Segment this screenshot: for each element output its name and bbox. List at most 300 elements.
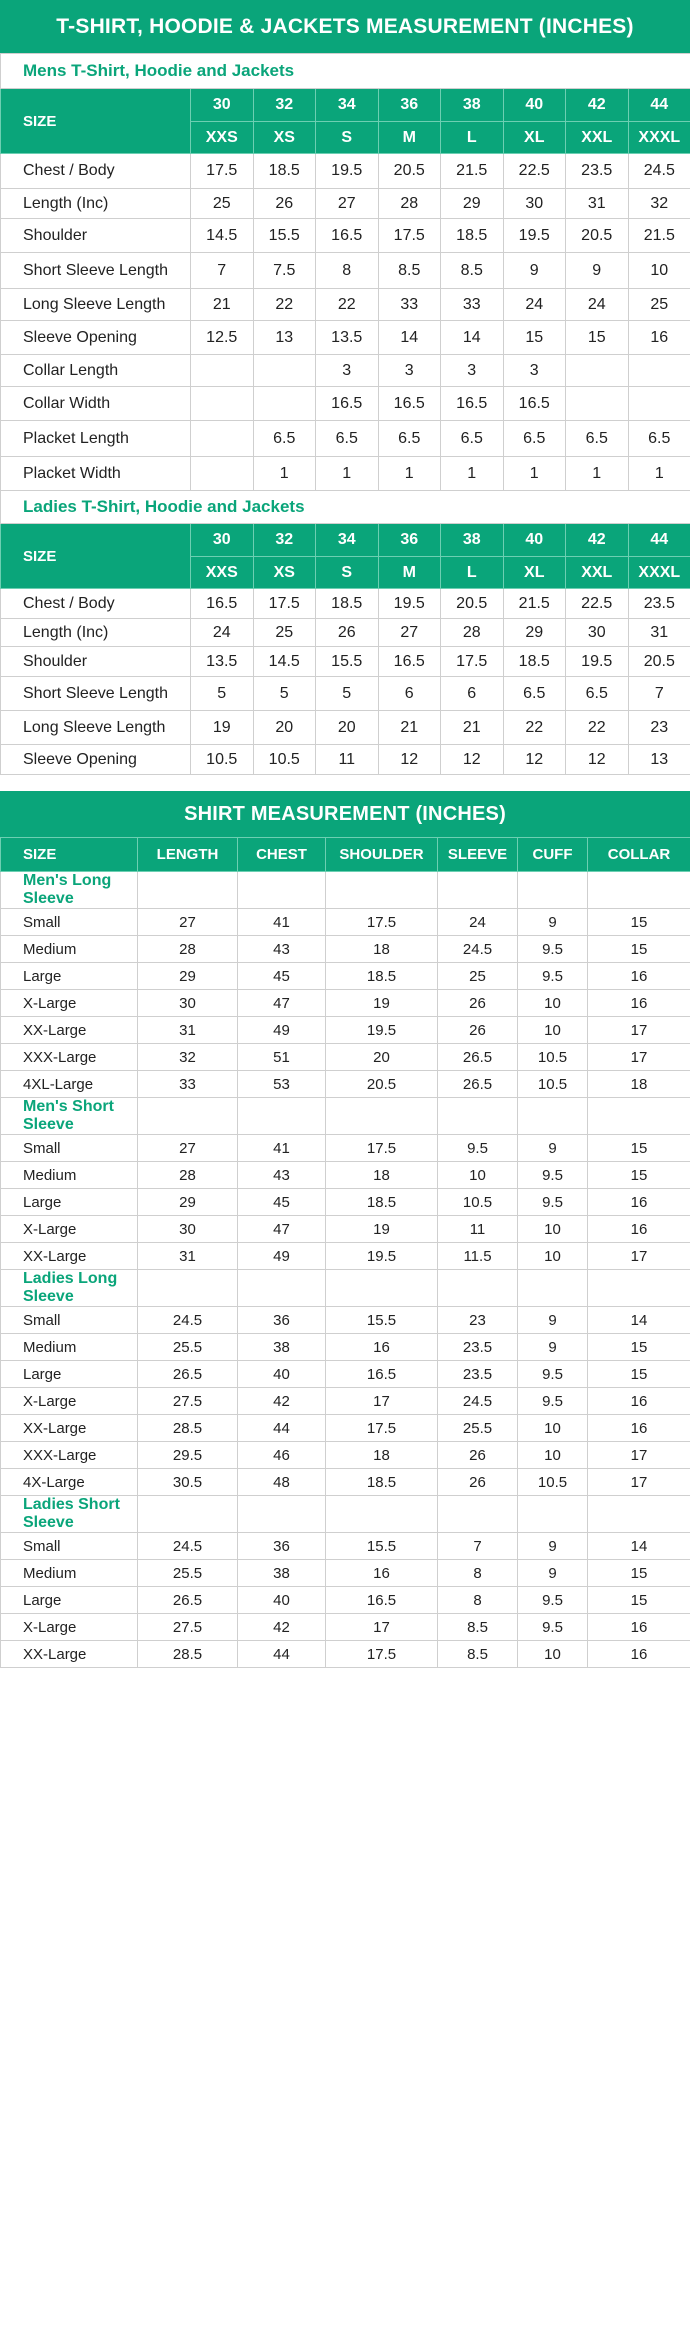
empty-cell xyxy=(588,1098,690,1135)
shirt-group-heading-row xyxy=(1,1496,690,1533)
measure-value: 32 xyxy=(628,189,690,219)
measure-value: 9.5 xyxy=(518,1189,588,1216)
measure-value: 7 xyxy=(628,677,690,711)
size-number: 42 xyxy=(566,524,629,557)
measure-value: 6.5 xyxy=(566,677,629,711)
measure-value: 14 xyxy=(441,321,504,355)
measure-value: 22 xyxy=(503,711,566,745)
table-row xyxy=(1,189,690,219)
measure-value: 25.5 xyxy=(138,1560,238,1587)
size-code: XS xyxy=(253,557,316,589)
measure-value: 10.5 xyxy=(438,1189,518,1216)
empty-cell xyxy=(518,1098,588,1135)
measure-value: 9 xyxy=(503,253,566,289)
measure-value: 42 xyxy=(238,1614,326,1641)
table-row xyxy=(1,253,690,289)
size-name: Medium xyxy=(1,936,138,963)
measure-value: 28.5 xyxy=(138,1641,238,1668)
measure-value: 18 xyxy=(588,1071,690,1098)
measure-value: 26.5 xyxy=(138,1361,238,1388)
column-header: SHOULDER xyxy=(326,838,438,872)
table-row xyxy=(1,1216,690,1243)
ladies-heading: Ladies T-Shirt, Hoodie and Jackets xyxy=(1,491,690,524)
measure-value: 18.5 xyxy=(326,1189,438,1216)
measure-value xyxy=(566,387,629,421)
empty-cell xyxy=(518,1496,588,1533)
measure-value: 1 xyxy=(378,457,441,491)
size-number: 38 xyxy=(441,89,504,122)
table-row xyxy=(1,1614,690,1641)
measure-value: 20.5 xyxy=(378,154,441,189)
measure-value: 26 xyxy=(438,990,518,1017)
measure-value: 17.5 xyxy=(253,589,316,619)
measure-value xyxy=(253,387,316,421)
size-code: XXXL xyxy=(628,557,690,589)
measure-value: 31 xyxy=(628,619,690,647)
size-name: X-Large xyxy=(1,1388,138,1415)
size-name: Large xyxy=(1,1361,138,1388)
column-header: SIZE xyxy=(1,838,138,872)
measure-value: 23.5 xyxy=(438,1334,518,1361)
size-name: Large xyxy=(1,963,138,990)
measure-label: Chest / Body xyxy=(1,154,191,189)
measure-value: 33 xyxy=(138,1071,238,1098)
table-row xyxy=(1,1533,690,1560)
measure-value: 6.5 xyxy=(253,421,316,457)
measure-value: 8 xyxy=(316,253,379,289)
empty-cell xyxy=(326,1496,438,1533)
size-name: Large xyxy=(1,1587,138,1614)
measure-value: 9.5 xyxy=(518,936,588,963)
measure-label: Short Sleeve Length xyxy=(1,253,191,289)
shirt-group-heading: Ladies Short Sleeve xyxy=(1,1496,138,1533)
measure-value: 32 xyxy=(138,1044,238,1071)
measure-value: 27 xyxy=(138,909,238,936)
measure-value: 24 xyxy=(191,619,254,647)
measure-value: 11.5 xyxy=(438,1243,518,1270)
measure-value: 28.5 xyxy=(138,1415,238,1442)
table-row xyxy=(1,1017,690,1044)
size-code: XXL xyxy=(566,557,629,589)
measure-value: 25 xyxy=(253,619,316,647)
measure-value: 5 xyxy=(316,677,379,711)
table-row xyxy=(1,909,690,936)
measure-value: 17.5 xyxy=(326,909,438,936)
measure-value: 17.5 xyxy=(326,1135,438,1162)
measure-value: 23 xyxy=(628,711,690,745)
measure-label: Long Sleeve Length xyxy=(1,711,191,745)
shirt-group-heading-row xyxy=(1,1270,690,1307)
measure-value: 27.5 xyxy=(138,1614,238,1641)
measure-value: 8.5 xyxy=(441,253,504,289)
measure-value: 7.5 xyxy=(253,253,316,289)
measure-value: 13 xyxy=(253,321,316,355)
measure-value: 18.5 xyxy=(253,154,316,189)
measure-value: 10.5 xyxy=(518,1469,588,1496)
size-label: SIZE xyxy=(1,524,191,589)
measure-value: 6.5 xyxy=(378,421,441,457)
measure-value: 20.5 xyxy=(441,589,504,619)
measure-value: 12 xyxy=(441,745,504,775)
size-number: 40 xyxy=(503,89,566,122)
measure-value: 26 xyxy=(438,1017,518,1044)
measure-value: 20.5 xyxy=(628,647,690,677)
measure-value: 9 xyxy=(566,253,629,289)
ladies-heading-row xyxy=(1,491,690,524)
shirt-group-heading-row xyxy=(1,1098,690,1135)
measure-value: 26 xyxy=(438,1442,518,1469)
size-name: X-Large xyxy=(1,1216,138,1243)
measure-value: 24 xyxy=(503,289,566,321)
measure-value: 24.5 xyxy=(438,936,518,963)
empty-cell xyxy=(438,1496,518,1533)
table-row xyxy=(1,1641,690,1668)
size-name: XX-Large xyxy=(1,1243,138,1270)
table-row xyxy=(1,619,690,647)
measure-value: 49 xyxy=(238,1243,326,1270)
measure-value: 18 xyxy=(326,1162,438,1189)
measure-value: 14 xyxy=(588,1307,690,1334)
measure-value: 26.5 xyxy=(438,1071,518,1098)
measure-label: Length (Inc) xyxy=(1,189,191,219)
measure-value: 28 xyxy=(138,936,238,963)
measure-value: 3 xyxy=(503,355,566,387)
empty-cell xyxy=(588,872,690,909)
measure-value: 6.5 xyxy=(441,421,504,457)
measure-value: 15 xyxy=(588,909,690,936)
measure-value: 14.5 xyxy=(191,219,254,253)
measure-label: Placket Width xyxy=(1,457,191,491)
measure-label: Long Sleeve Length xyxy=(1,289,191,321)
size-number: 34 xyxy=(316,524,379,557)
measure-value: 20.5 xyxy=(326,1071,438,1098)
measure-value: 17.5 xyxy=(191,154,254,189)
measure-value: 29 xyxy=(441,189,504,219)
measure-value: 15 xyxy=(588,1162,690,1189)
measure-value: 43 xyxy=(238,936,326,963)
measure-value: 21 xyxy=(378,711,441,745)
measure-value: 30 xyxy=(503,189,566,219)
measure-value: 15 xyxy=(588,1361,690,1388)
measure-value: 17 xyxy=(588,1044,690,1071)
measure-value: 27.5 xyxy=(138,1388,238,1415)
measure-value: 15.5 xyxy=(326,1533,438,1560)
measure-value: 20.5 xyxy=(566,219,629,253)
measure-value: 10 xyxy=(518,990,588,1017)
measure-value: 18.5 xyxy=(326,963,438,990)
table-row xyxy=(1,154,690,189)
measure-value: 17 xyxy=(326,1388,438,1415)
measure-value: 36 xyxy=(238,1307,326,1334)
measure-value: 19.5 xyxy=(378,589,441,619)
table-row xyxy=(1,1442,690,1469)
measure-value: 9 xyxy=(518,1560,588,1587)
measure-value: 15 xyxy=(566,321,629,355)
measure-value: 15.5 xyxy=(326,1307,438,1334)
measure-value: 48 xyxy=(238,1469,326,1496)
measure-value: 29 xyxy=(138,1189,238,1216)
measure-value: 22 xyxy=(566,711,629,745)
measure-value: 1 xyxy=(628,457,690,491)
measure-value: 1 xyxy=(566,457,629,491)
measure-label: Chest / Body xyxy=(1,589,191,619)
measure-value xyxy=(628,387,690,421)
measure-label: Collar Length xyxy=(1,355,191,387)
empty-cell xyxy=(138,872,238,909)
empty-cell xyxy=(326,1098,438,1135)
measure-value: 9 xyxy=(518,1135,588,1162)
measure-value: 16 xyxy=(588,1189,690,1216)
measure-value: 29 xyxy=(138,963,238,990)
measure-value: 25 xyxy=(438,963,518,990)
measure-value: 23.5 xyxy=(566,154,629,189)
measure-value: 17 xyxy=(588,1469,690,1496)
measure-value: 9.5 xyxy=(438,1135,518,1162)
measure-value: 25.5 xyxy=(438,1415,518,1442)
table-row xyxy=(1,990,690,1017)
measure-value: 14 xyxy=(588,1533,690,1560)
size-number: 30 xyxy=(191,89,254,122)
measure-value: 9 xyxy=(518,1307,588,1334)
measure-value: 11 xyxy=(438,1216,518,1243)
measure-value: 24 xyxy=(566,289,629,321)
table-row xyxy=(1,711,690,745)
measure-value: 31 xyxy=(138,1243,238,1270)
size-name: XX-Large xyxy=(1,1641,138,1668)
size-name: XXX-Large xyxy=(1,1442,138,1469)
size-number: 36 xyxy=(378,524,441,557)
size-number: 36 xyxy=(378,89,441,122)
size-name: Medium xyxy=(1,1162,138,1189)
shirt-section xyxy=(0,791,690,1668)
empty-cell xyxy=(588,1496,690,1533)
measure-value: 40 xyxy=(238,1587,326,1614)
measure-value: 14 xyxy=(378,321,441,355)
measure-label: Placket Length xyxy=(1,421,191,457)
size-name: XX-Large xyxy=(1,1017,138,1044)
measure-value: 33 xyxy=(441,289,504,321)
column-header: CHEST xyxy=(238,838,326,872)
size-code: XS xyxy=(253,122,316,154)
measure-value: 24.5 xyxy=(438,1388,518,1415)
measure-value: 43 xyxy=(238,1162,326,1189)
table-row xyxy=(1,1334,690,1361)
measure-value: 6.5 xyxy=(566,421,629,457)
measure-value: 30 xyxy=(138,1216,238,1243)
measure-value: 16.5 xyxy=(378,387,441,421)
measure-value: 15 xyxy=(588,1587,690,1614)
measure-value: 15 xyxy=(503,321,566,355)
measure-value: 10.5 xyxy=(518,1071,588,1098)
size-name: Medium xyxy=(1,1334,138,1361)
table-row xyxy=(1,289,690,321)
measure-value: 3 xyxy=(316,355,379,387)
table-row xyxy=(1,647,690,677)
measure-label: Shoulder xyxy=(1,219,191,253)
size-code: XL xyxy=(503,122,566,154)
measure-value xyxy=(191,421,254,457)
measure-value: 8.5 xyxy=(438,1641,518,1668)
measure-value: 16.5 xyxy=(503,387,566,421)
size-code: XXL xyxy=(566,122,629,154)
table-row xyxy=(1,1071,690,1098)
empty-cell xyxy=(438,1098,518,1135)
measure-label: Length (Inc) xyxy=(1,619,191,647)
measure-value: 24.5 xyxy=(628,154,690,189)
measure-value: 29 xyxy=(503,619,566,647)
measure-value: 5 xyxy=(253,677,316,711)
measure-value: 8 xyxy=(438,1560,518,1587)
measure-value: 23 xyxy=(438,1307,518,1334)
table-row xyxy=(1,936,690,963)
measure-value: 19.5 xyxy=(566,647,629,677)
measure-value: 19.5 xyxy=(326,1017,438,1044)
empty-cell xyxy=(238,1270,326,1307)
measure-value: 24 xyxy=(438,909,518,936)
measure-value: 21.5 xyxy=(441,154,504,189)
shirt-group-heading: Men's Short Sleeve xyxy=(1,1098,138,1135)
measure-value: 46 xyxy=(238,1442,326,1469)
table-row xyxy=(1,1189,690,1216)
measure-value: 26.5 xyxy=(438,1044,518,1071)
measure-value: 36 xyxy=(238,1533,326,1560)
measure-value: 22.5 xyxy=(503,154,566,189)
measure-value: 45 xyxy=(238,1189,326,1216)
measure-value: 12.5 xyxy=(191,321,254,355)
table-row xyxy=(1,421,690,457)
size-number: 32 xyxy=(253,524,316,557)
measure-value: 16 xyxy=(588,1216,690,1243)
measure-value: 22 xyxy=(316,289,379,321)
measure-value: 29.5 xyxy=(138,1442,238,1469)
ladies-size-header xyxy=(1,524,690,557)
measure-value: 15 xyxy=(588,1135,690,1162)
shirt-table xyxy=(0,837,690,1668)
measure-label: Shoulder xyxy=(1,647,191,677)
measure-value: 17 xyxy=(588,1243,690,1270)
measure-value: 9.5 xyxy=(518,1361,588,1388)
measure-value: 53 xyxy=(238,1071,326,1098)
size-name: 4XL-Large xyxy=(1,1071,138,1098)
table-row xyxy=(1,745,690,775)
measure-value: 26.5 xyxy=(138,1587,238,1614)
measure-value: 45 xyxy=(238,963,326,990)
size-code: XXS xyxy=(191,122,254,154)
measure-value: 17.5 xyxy=(441,647,504,677)
measure-value: 16.5 xyxy=(316,219,379,253)
measure-value: 23.5 xyxy=(438,1361,518,1388)
measure-value: 47 xyxy=(238,990,326,1017)
measure-value: 10.5 xyxy=(518,1044,588,1071)
measure-value: 25.5 xyxy=(138,1334,238,1361)
measure-value: 16 xyxy=(588,1415,690,1442)
measure-value: 51 xyxy=(238,1044,326,1071)
size-name: X-Large xyxy=(1,1614,138,1641)
measure-label: Short Sleeve Length xyxy=(1,677,191,711)
measure-value: 7 xyxy=(438,1533,518,1560)
measure-value: 8 xyxy=(438,1587,518,1614)
table-row xyxy=(1,219,690,253)
measure-value: 16 xyxy=(588,963,690,990)
empty-cell xyxy=(588,1270,690,1307)
measure-value: 31 xyxy=(138,1017,238,1044)
measure-value xyxy=(566,355,629,387)
measure-value: 10 xyxy=(438,1162,518,1189)
size-number: 30 xyxy=(191,524,254,557)
measure-value: 21.5 xyxy=(628,219,690,253)
size-number: 34 xyxy=(316,89,379,122)
measure-value xyxy=(628,355,690,387)
table-row xyxy=(1,1587,690,1614)
size-name: Small xyxy=(1,1307,138,1334)
column-header: SLEEVE xyxy=(438,838,518,872)
table-row xyxy=(1,1307,690,1334)
measure-value: 41 xyxy=(238,909,326,936)
measure-value: 24.5 xyxy=(138,1533,238,1560)
size-name: X-Large xyxy=(1,990,138,1017)
measure-value: 20 xyxy=(253,711,316,745)
measure-value: 15 xyxy=(588,1334,690,1361)
measure-value: 11 xyxy=(316,745,379,775)
measure-value: 9.5 xyxy=(518,1388,588,1415)
measure-value xyxy=(253,355,316,387)
measure-value: 10 xyxy=(518,1243,588,1270)
measure-value: 1 xyxy=(316,457,379,491)
size-number: 44 xyxy=(628,89,690,122)
measure-value: 9.5 xyxy=(518,1614,588,1641)
size-number: 38 xyxy=(441,524,504,557)
column-header: LENGTH xyxy=(138,838,238,872)
measure-value: 19.5 xyxy=(503,219,566,253)
measure-value: 7 xyxy=(191,253,254,289)
empty-cell xyxy=(438,1270,518,1307)
measure-value: 19.5 xyxy=(316,154,379,189)
measure-value: 12 xyxy=(503,745,566,775)
measure-value: 3 xyxy=(378,355,441,387)
size-name: XX-Large xyxy=(1,1415,138,1442)
table-row xyxy=(1,677,690,711)
measure-value: 47 xyxy=(238,1216,326,1243)
measure-value: 6 xyxy=(378,677,441,711)
measure-value: 44 xyxy=(238,1641,326,1668)
measure-value: 17 xyxy=(326,1614,438,1641)
table-row xyxy=(1,963,690,990)
measure-value: 14.5 xyxy=(253,647,316,677)
measure-value: 18.5 xyxy=(441,219,504,253)
measure-value: 28 xyxy=(441,619,504,647)
shirt-group-heading-row xyxy=(1,872,690,909)
measure-value xyxy=(191,387,254,421)
measure-value: 38 xyxy=(238,1560,326,1587)
table-row xyxy=(1,1560,690,1587)
measure-value: 15 xyxy=(588,1560,690,1587)
size-name: 4X-Large xyxy=(1,1469,138,1496)
measure-value: 26 xyxy=(438,1469,518,1496)
measure-value: 9 xyxy=(518,1334,588,1361)
measure-value: 31 xyxy=(566,189,629,219)
size-code: XXXL xyxy=(628,122,690,154)
size-code: L xyxy=(441,557,504,589)
mens-size-header xyxy=(1,89,690,122)
shirt-group-heading: Ladies Long Sleeve xyxy=(1,1270,138,1307)
measure-value: 13.5 xyxy=(316,321,379,355)
measure-value: 21.5 xyxy=(503,589,566,619)
measure-value: 17 xyxy=(588,1017,690,1044)
measure-value: 25 xyxy=(628,289,690,321)
table-row xyxy=(1,589,690,619)
measure-value: 10 xyxy=(518,1641,588,1668)
size-code: XL xyxy=(503,557,566,589)
